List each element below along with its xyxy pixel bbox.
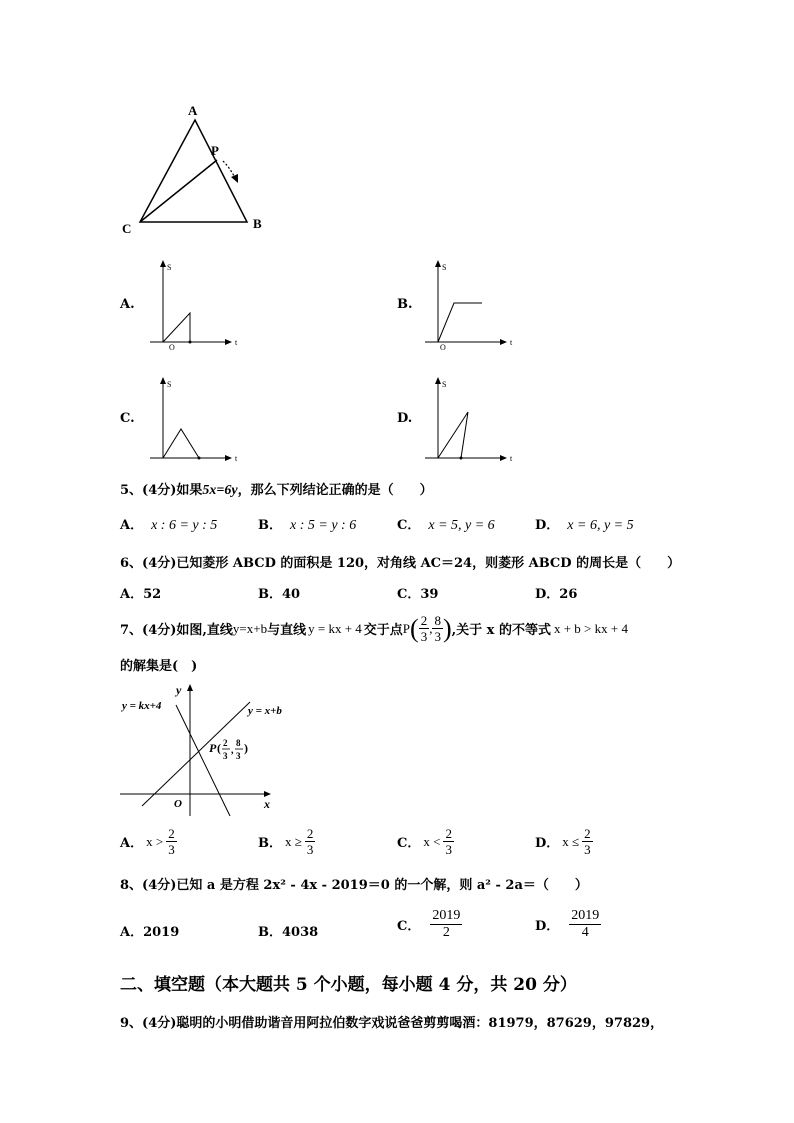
label-b: B xyxy=(253,216,262,231)
label-c: C xyxy=(122,221,132,236)
q8-option-c: C． $\frac{2019}{2}$ xyxy=(397,908,461,940)
svg-text:3: 3 xyxy=(236,751,241,761)
graph-option-d-letter: D. xyxy=(397,411,413,426)
q6-option-d: D．26 xyxy=(535,587,578,602)
label-p: P xyxy=(211,143,219,158)
q7-px: $\frac{2}{3}$ xyxy=(420,613,428,644)
question-8: 8、(4分)已知 a 是方程 2x² - 4x - 2019＝0 的一个解，则 a² - 2a＝（ ） xyxy=(120,878,588,893)
segment-cp xyxy=(140,160,217,222)
triangle-figure xyxy=(115,95,275,240)
q7-option-d: D． x ≤ $\frac{2}{3}$ xyxy=(535,826,591,857)
svg-text:y: y xyxy=(176,683,182,697)
q7-figure xyxy=(118,682,308,817)
axis-t-d: t xyxy=(510,454,513,463)
svg-text:2: 2 xyxy=(223,738,228,748)
q5-option-a: A． x : 6 = y : 5 xyxy=(120,518,218,533)
origin-b: O xyxy=(440,343,446,352)
question-7-line2: 的解集是( ) xyxy=(120,659,198,674)
q5-expr: 5x=6y xyxy=(202,483,238,498)
axis-t-a: t xyxy=(235,338,238,347)
q5-option-b: B． x : 5 = y : 6 xyxy=(258,518,357,533)
q6-option-c: C．39 xyxy=(397,587,439,602)
label-a: A xyxy=(188,103,198,118)
svg-text:3: 3 xyxy=(223,751,228,761)
svg-text:(: ( xyxy=(217,741,221,755)
arrow-head-icon xyxy=(231,174,238,183)
q7-option-a: A． x > $\frac{2}{3}$ xyxy=(120,826,175,857)
graph-option-b-letter: B. xyxy=(397,297,413,312)
graph-option-c xyxy=(145,375,260,470)
section-2-title: 二、填空题（本大题共 5 个小题，每小题 4 分，共 20 分） xyxy=(120,975,577,995)
graph-option-b xyxy=(420,258,535,353)
svg-text:y = x+b: y = x+b xyxy=(248,705,282,717)
q8-option-b: B．4038 xyxy=(258,925,319,940)
question-5 xyxy=(120,479,433,499)
svg-text:P: P xyxy=(209,741,217,755)
q8-option-d: D． $\frac{2019}{4}$ xyxy=(535,908,600,940)
q7-option-c: C． x < $\frac{2}{3}$ xyxy=(397,826,452,857)
axis-s-d: S xyxy=(442,380,447,389)
q5-option-d: D． x = 6, y = 5 xyxy=(535,518,634,533)
graph-option-d xyxy=(420,375,535,470)
graph-option-a-letter: A. xyxy=(120,297,135,312)
origin-a: O xyxy=(169,343,175,352)
q8-option-a: A．2019 xyxy=(120,925,180,940)
q5-option-c: C． x = 5, y = 6 xyxy=(397,518,495,533)
svg-text:): ) xyxy=(244,741,248,755)
graph-option-c-letter: C. xyxy=(120,411,135,426)
svg-text:8: 8 xyxy=(236,738,241,748)
q7-option-b: B． x ≥ $\frac{2}{3}$ xyxy=(258,826,314,857)
axis-t-c: t xyxy=(235,454,238,463)
q5-prefix: 5、(4分)如果 xyxy=(120,483,203,498)
q6-option-a: A．52 xyxy=(120,587,162,602)
question-7: 7、(4分)如图,直线 y=x+b 与直线 y = kx + 4 交于点 P ( $\frac{2}{3}$ , $\frac{8}{3}$ ) ,关于 x 的不等式 x + b > kx + 4 xyxy=(120,613,628,644)
axis-s-c: S xyxy=(167,380,172,389)
svg-text:x: x xyxy=(264,797,270,811)
line-kx4 xyxy=(176,705,230,816)
axis-s-a: S xyxy=(167,263,172,272)
q7-line1: y=x+b xyxy=(232,620,268,636)
line-xb xyxy=(142,702,250,806)
q7-inequality: x + b > kx + 4 xyxy=(553,620,628,636)
svg-text:O: O xyxy=(174,798,182,810)
axis-t-b: t xyxy=(510,338,513,347)
axis-s-b: S xyxy=(442,263,447,272)
svg-text:y = kx+4: y = kx+4 xyxy=(122,700,162,712)
question-6: 6、(4分)已知菱形 ABCD 的面积是 120，对角线 AC＝24，则菱形 ABCD 的周长是（ ） xyxy=(120,556,681,571)
q6-option-b: B．40 xyxy=(258,587,301,602)
q7-point-p: P xyxy=(402,620,411,636)
q7-line2: y = kx + 4 xyxy=(308,620,362,636)
q5-suffix: ，那么下列结论正确的是（ ） xyxy=(237,483,433,498)
graph-option-a xyxy=(145,258,260,353)
svg-text:,: , xyxy=(231,745,234,756)
q7-py: $\frac{8}{3}$ xyxy=(434,613,441,644)
question-9: 9、(4分)聪明的小明借助谐音用阿拉伯数字戏说爸爸剪剪喝酒：81979，87629，97829， xyxy=(120,1016,664,1031)
